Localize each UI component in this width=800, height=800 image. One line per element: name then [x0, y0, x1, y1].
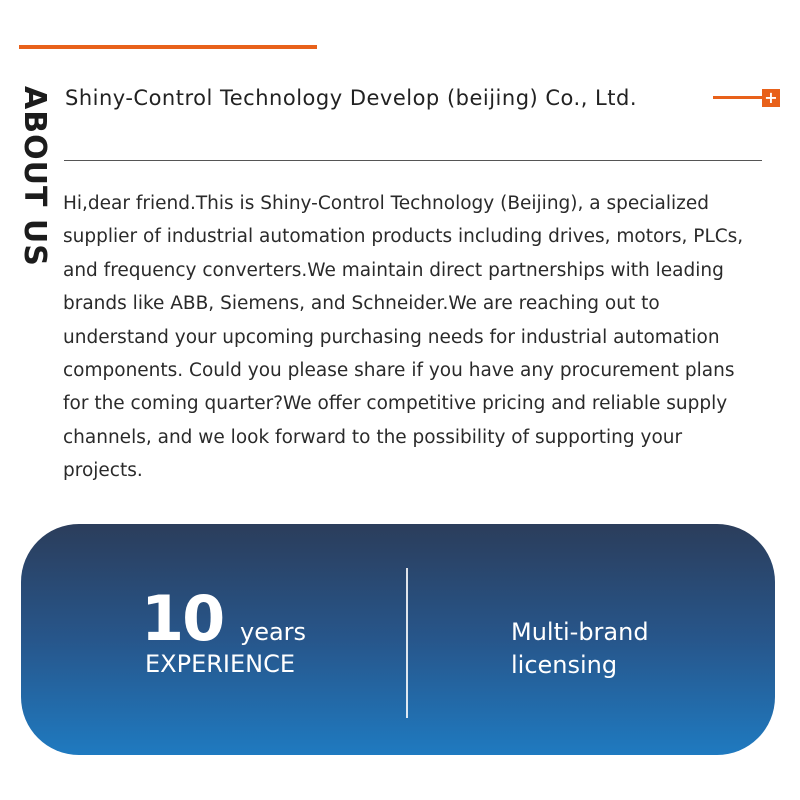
experience-label: EXPERIENCE — [145, 650, 296, 678]
about-us-title: ABOUT US — [17, 86, 52, 267]
feature-line-2: licensing — [511, 651, 618, 679]
intro-paragraph: Hi,dear friend.This is Shiny-Control Technology (Beijing), a specialized supplier of industrial automation products including drives, motors, PLCs, and frequency converters.We maintain direct partnerships with leading brands like ABB, Siemens, and Schneider.We are reaching out to understand your upcoming purchasing needs for industrial automation components. Could you please share if you have any procurement plans for the coming quarter?We offer competitive pricing and reliable supply channels, and we look forward to the possibility of supporting your projects. — [63, 193, 744, 482]
top-accent-line — [19, 45, 317, 49]
company-name: Shiny-Control Technology Develop (beijing) Co., Ltd. — [65, 86, 637, 110]
header-divider — [64, 160, 762, 161]
stats-panel — [21, 524, 775, 755]
feature-text — [511, 616, 741, 682]
expand-accent-line — [713, 96, 765, 99]
plus-icon[interactable]: + — [762, 89, 780, 107]
stats-divider — [406, 568, 408, 718]
experience-number: 10 — [141, 582, 224, 655]
feature-line-1: Multi-brand — [511, 618, 649, 646]
experience-unit: years — [240, 618, 307, 646]
